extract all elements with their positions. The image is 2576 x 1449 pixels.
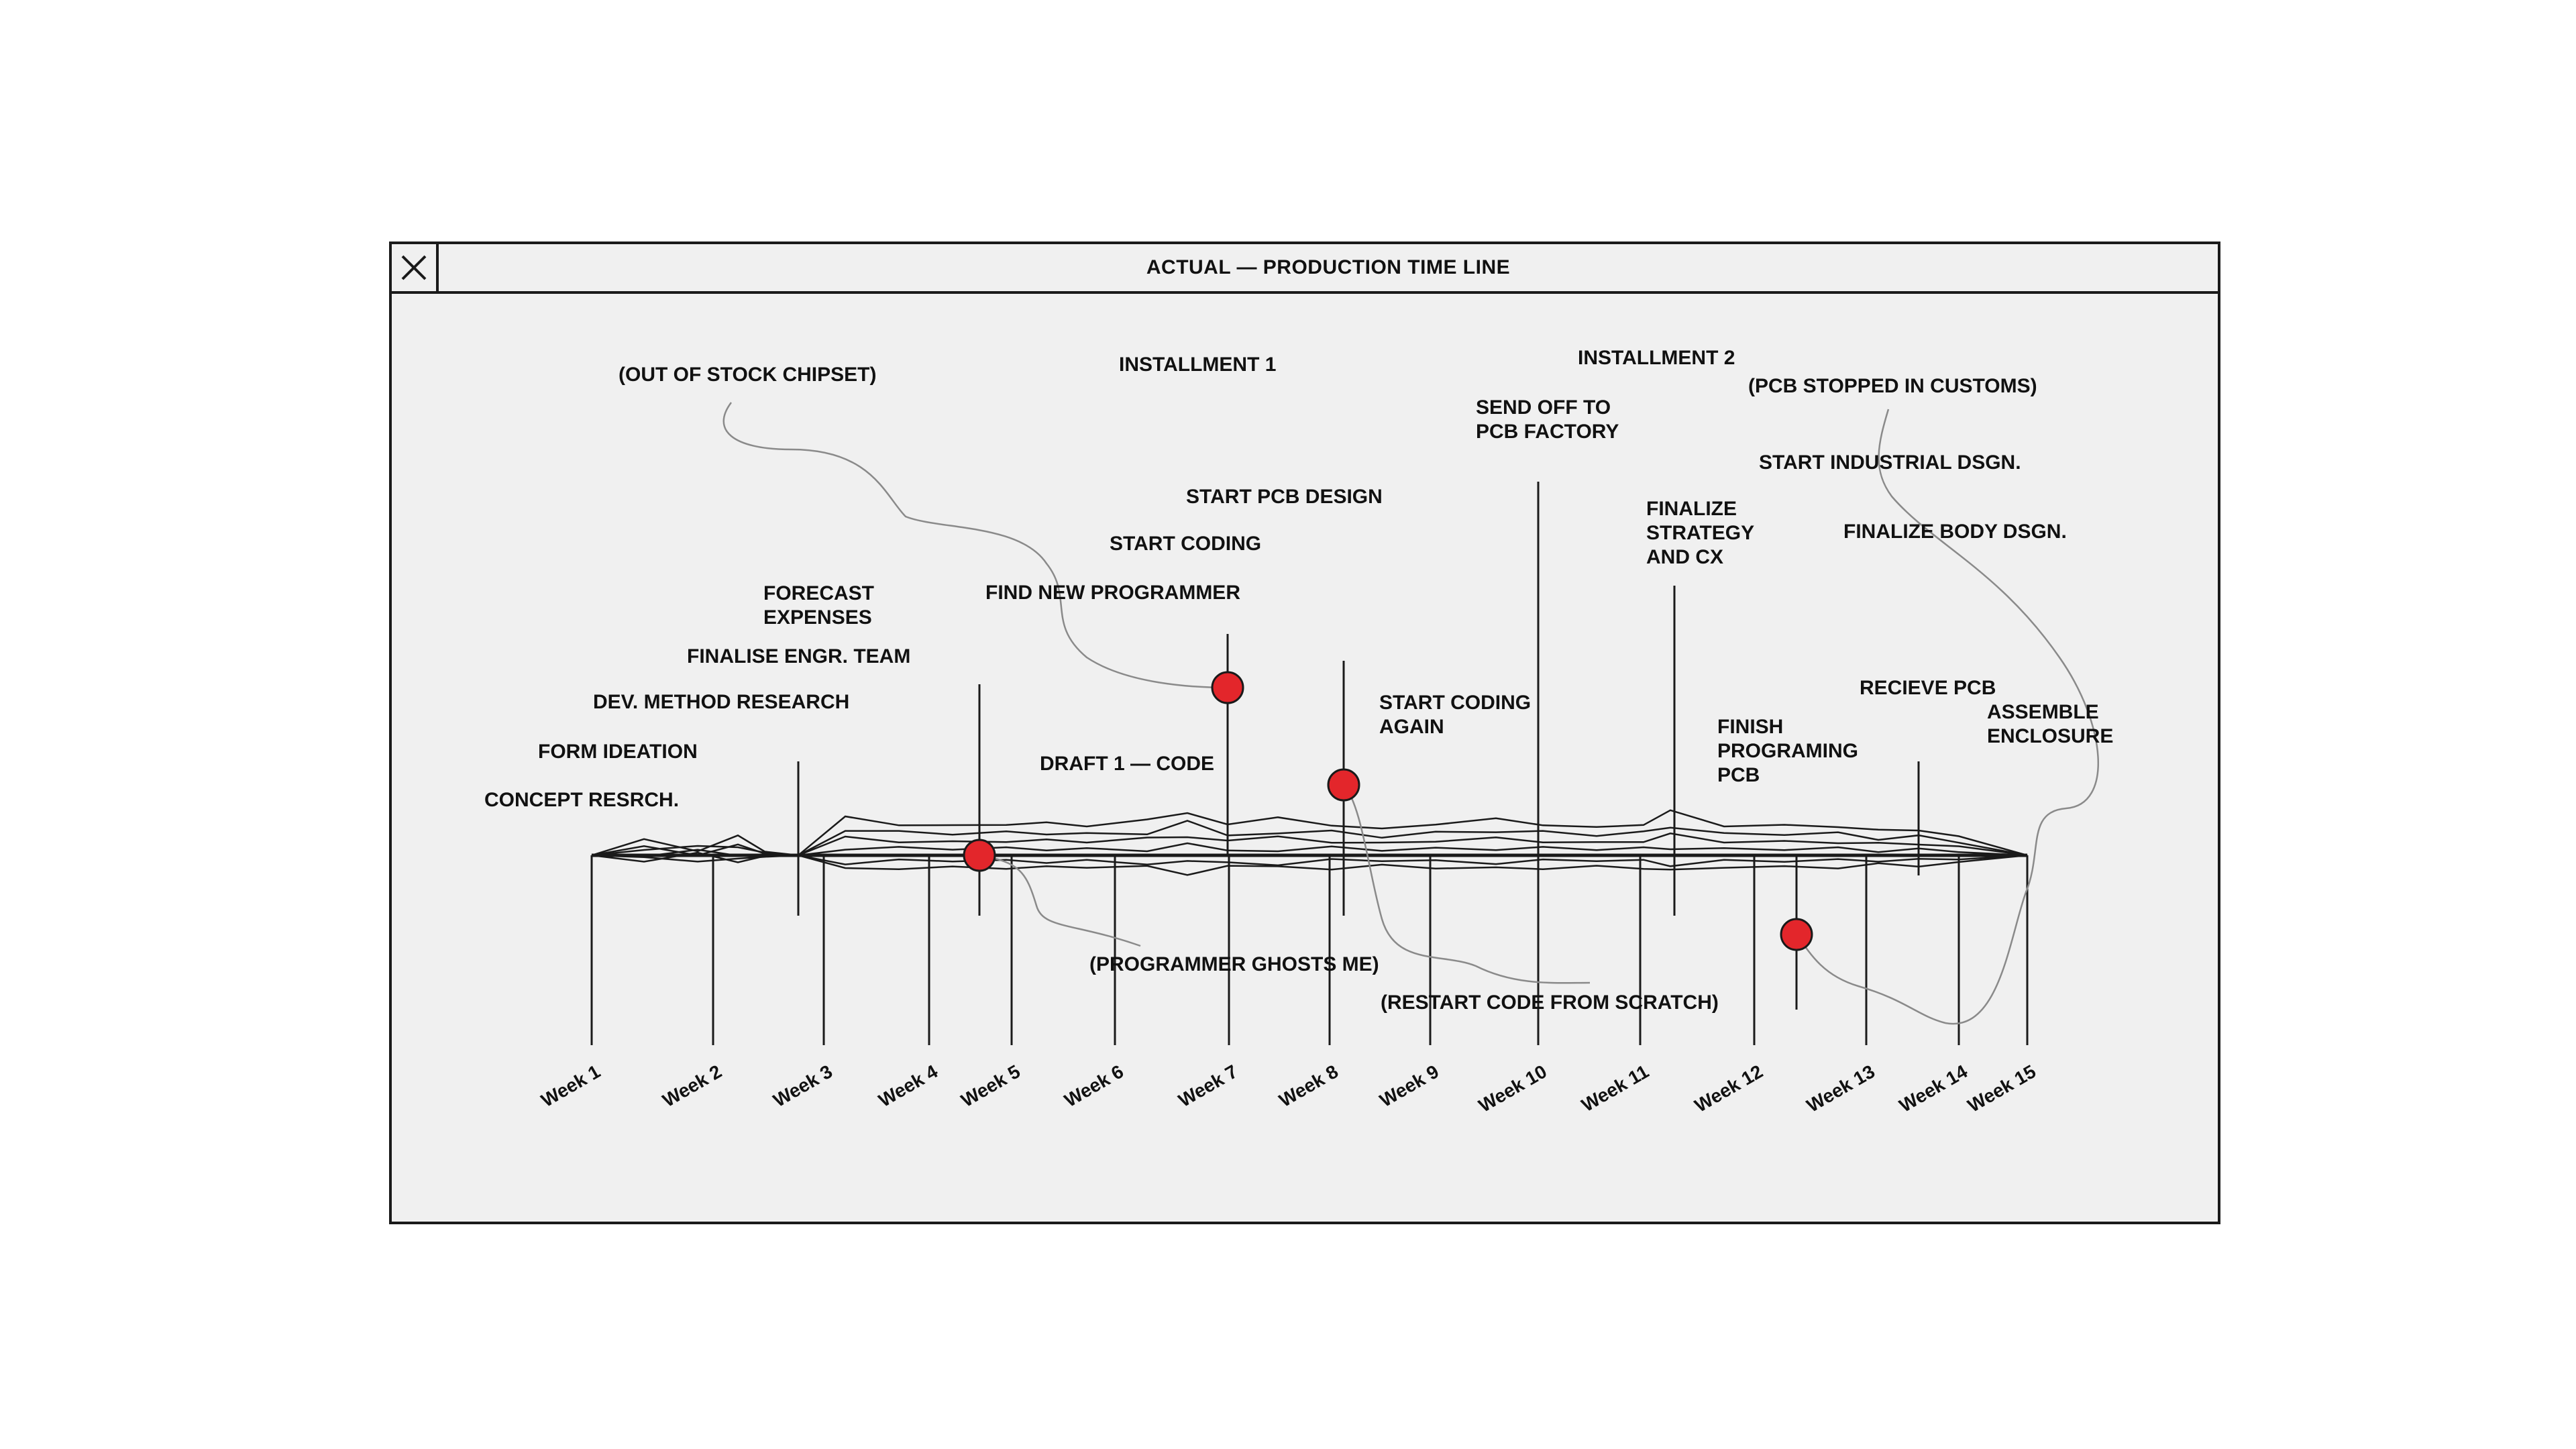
label-finish-prog-3: PCB — [1717, 764, 1760, 786]
label-start-again-1: START CODING — [1379, 692, 1532, 714]
label-dev-method: DEV. METHOD RESEARCH — [593, 691, 850, 713]
window-title: ACTUAL — PRODUCTION TIME LINE — [1146, 256, 1511, 278]
week-label: Week 11 — [1578, 1061, 1652, 1116]
label-assemble-1: ASSEMBLE — [1987, 701, 2099, 723]
label-installment-2: INSTALLMENT 2 — [1578, 347, 1735, 369]
label-pcb-customs: (PCB STOPPED IN CUSTOMS) — [1748, 375, 2037, 397]
setback-marker-week13 — [1781, 919, 1812, 950]
week-label: Week 4 — [875, 1061, 941, 1112]
label-receive-pcb: RECIEVE PCB — [1860, 677, 1996, 699]
label-start-coding: START CODING — [1110, 533, 1262, 555]
label-concept: CONCEPT RESRCH. — [484, 789, 680, 811]
label-finish-prog-2: PROGRAMING — [1717, 740, 1858, 762]
week-label: Week 15 — [1964, 1061, 2039, 1116]
setback-markers — [964, 672, 1812, 950]
week-ticks — [592, 855, 2027, 1045]
week-label: Week 8 — [1275, 1061, 1342, 1112]
setback-marker-week7 — [1212, 672, 1243, 703]
setback-marker-week5 — [964, 840, 995, 871]
label-programmer-ghosts: (PROGRAMMER GHOSTS ME) — [1089, 953, 1379, 975]
band-line — [592, 833, 2027, 855]
label-finalize-body: FINALIZE BODY DSGN. — [1843, 521, 2067, 543]
label-installment-1: INSTALLMENT 1 — [1119, 354, 1277, 376]
label-finalize-strategy-2: STRATEGY — [1646, 522, 1755, 544]
label-form: FORM IDEATION — [538, 741, 698, 763]
task-labels — [484, 347, 2113, 1014]
label-start-pcb: START PCB DESIGN — [1186, 486, 1383, 508]
progress-band — [592, 810, 2027, 875]
label-finalise-team: FINALISE ENGR. TEAM — [687, 645, 911, 667]
label-forecast-2: EXPENSES — [763, 606, 872, 629]
band-line — [592, 855, 2027, 875]
week-label: Week 1 — [537, 1061, 604, 1112]
week-label: Week 2 — [659, 1061, 725, 1112]
label-send-off-1: SEND OFF TO — [1476, 396, 1611, 419]
week-labels — [537, 1061, 2039, 1116]
label-finalize-strategy-3: AND CX — [1646, 546, 1724, 568]
label-draft-code: DRAFT 1 — CODE — [1040, 753, 1215, 775]
label-send-off-2: PCB FACTORY — [1476, 421, 1619, 443]
label-start-again-2: AGAIN — [1379, 716, 1444, 738]
curve-restart-code — [1344, 785, 1590, 983]
week-label: Week 5 — [957, 1061, 1024, 1112]
setback-marker-week8 — [1328, 769, 1359, 800]
week-label: Week 14 — [1895, 1061, 1971, 1116]
label-out-of-stock: (OUT OF STOCK CHIPSET) — [619, 364, 877, 386]
label-assemble-2: ENCLOSURE — [1987, 725, 2114, 747]
week-label: Week 9 — [1376, 1061, 1442, 1112]
label-start-industrial: START INDUSTRIAL DSGN. — [1759, 451, 2021, 474]
label-forecast-1: FORECAST — [763, 582, 874, 604]
week-label: Week 10 — [1474, 1061, 1550, 1116]
week-label: Week 6 — [1061, 1061, 1127, 1112]
week-label: Week 13 — [1803, 1061, 1878, 1116]
week-label: Week 7 — [1175, 1061, 1241, 1112]
label-find-programmer: FIND NEW PROGRAMMER — [985, 582, 1240, 604]
label-restart-code: (RESTART CODE FROM SCRATCH) — [1381, 991, 1719, 1014]
label-finalize-strategy-1: FINALIZE — [1646, 498, 1737, 520]
label-finish-prog-1: FINISH — [1717, 716, 1784, 738]
week-label: Week 3 — [769, 1061, 836, 1112]
week-label: Week 12 — [1690, 1061, 1766, 1116]
